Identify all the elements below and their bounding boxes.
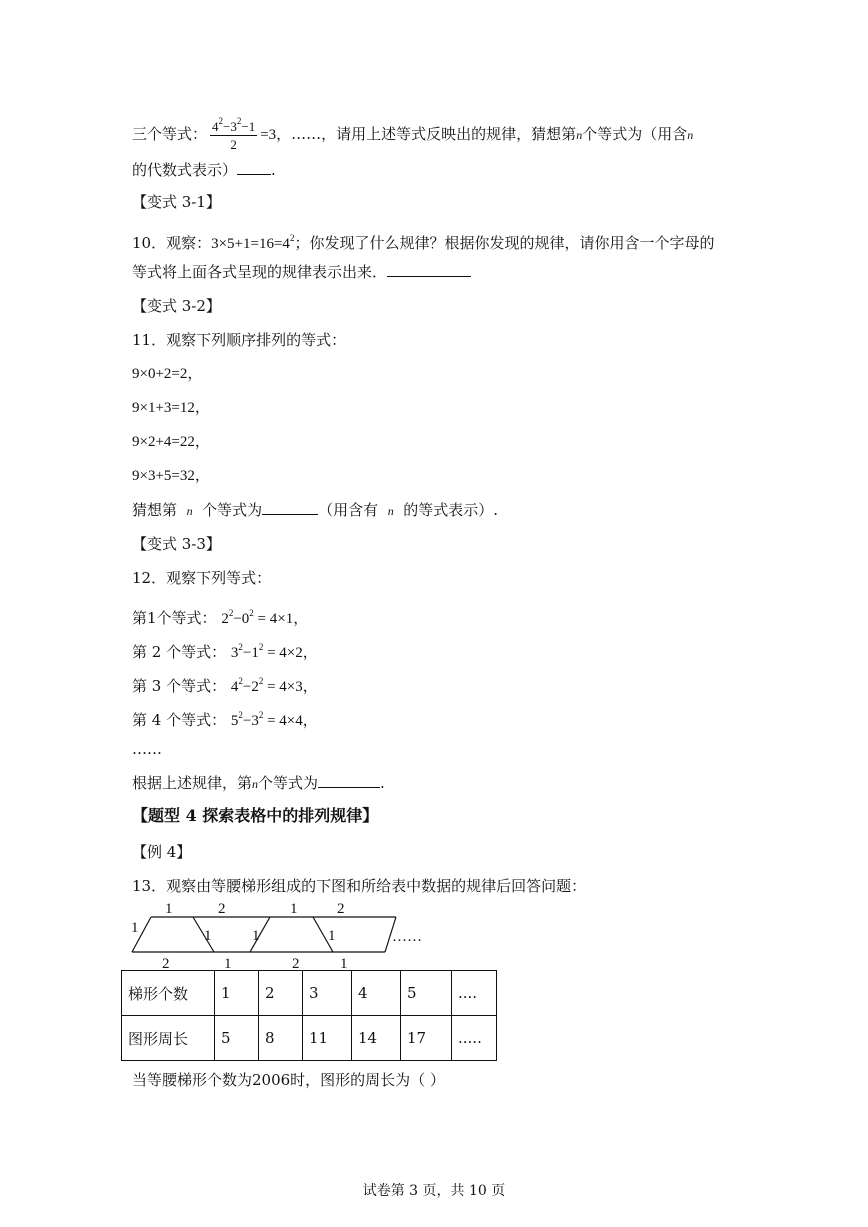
table-cell: .....: [452, 1016, 497, 1061]
variant-3-3-heading: 【变式 3-3】: [132, 535, 221, 553]
guess-d: 的等式表示）.: [403, 501, 499, 519]
frac-den: 2: [230, 137, 237, 152]
row-label: 第1个等式：: [132, 609, 217, 627]
q10-prefix: 10．观察：: [132, 234, 212, 252]
table-header-cell: 图形周长: [122, 1016, 215, 1061]
q9-prefix: 三个等式：: [132, 125, 208, 143]
sup: 2: [258, 676, 264, 686]
fig-top-label: 1: [290, 901, 298, 917]
row-label: 第 3 个等式：: [132, 677, 227, 695]
frac-num-base: 4: [212, 119, 219, 134]
sup: 2: [258, 710, 264, 720]
var-n: n: [387, 504, 394, 518]
fig-side-label: 1: [204, 928, 212, 944]
frac-num-rest: −3: [223, 119, 237, 134]
sup: 2: [218, 116, 224, 126]
base-b: −0: [233, 611, 250, 627]
base-a: 5: [230, 713, 239, 729]
sup: 2: [238, 642, 243, 652]
table-row: [122, 1016, 497, 1061]
page-footer: 试卷第 3 页，共 10 页: [362, 1183, 506, 1199]
q9-suffix2: 个等式为（用含: [582, 125, 688, 143]
fig-bottom-label: 1: [340, 956, 348, 972]
var-n: n: [687, 128, 694, 142]
guess-c: （用含有: [318, 501, 379, 519]
section-4-heading: 【题型 4 探索表格中的排列规律】: [132, 806, 379, 825]
variant-3-1-heading: 【变式 3-1】: [132, 193, 221, 211]
sup: 2: [289, 233, 295, 243]
period: .: [271, 161, 276, 179]
q11-eq-3: 9×2+4=22，: [132, 434, 210, 450]
table-cell: 8: [259, 1016, 303, 1061]
table-cell: 5: [401, 971, 452, 1016]
q13-title: 13．观察由等腰梯形组成的下图和所给表中数据的规律后回答问题：: [132, 877, 587, 895]
q12-ellipsis: ……: [132, 740, 162, 758]
q10-line2-text: 等式将上面各式呈现的规律表示出来．: [132, 263, 388, 281]
q9-suffix: ，……，请用上述等式反映出的规律，猜想第: [276, 125, 577, 143]
table-cell: 17: [401, 1016, 452, 1061]
base-b: −1: [242, 645, 259, 661]
fig-ellipsis: ……: [392, 929, 422, 945]
table-cell: 11: [303, 1016, 352, 1061]
rhs: = 4×1，: [253, 611, 309, 627]
var-n: n: [252, 777, 259, 791]
fig-side-label: 1: [328, 928, 336, 944]
fig-bottom-label: 2: [162, 956, 170, 972]
guess-a: 猜想第: [132, 501, 178, 519]
q9-eq: =3: [260, 127, 277, 143]
q10-expr: 3×5+1=16=4: [211, 236, 290, 252]
base-a: 2: [221, 611, 229, 627]
table-header-cell: 梯形个数: [122, 971, 215, 1016]
table-cell: ....: [452, 971, 497, 1016]
table-cell: 3: [303, 971, 352, 1016]
fig-bottom-label: 1: [224, 956, 232, 972]
guess-b: 个等式为: [202, 501, 263, 519]
rhs: = 4×3，: [263, 679, 318, 695]
variant-3-2-heading: 【变式 3-2】: [132, 297, 221, 315]
base-b: −2: [242, 679, 259, 695]
table-row: [122, 971, 497, 1016]
fig-top-label: 1: [165, 901, 173, 917]
base-a: 4: [230, 679, 239, 695]
row-label: 第 2 个等式：: [132, 643, 227, 661]
fig-side-label: 1: [131, 920, 139, 936]
base-b: −3: [242, 713, 259, 729]
fig-top-label: 2: [337, 901, 345, 917]
q10-suffix: ；你发现了什么规律？根据你发现的规律，请你用含一个字母的: [294, 234, 715, 252]
q12-title: 12．观察下列等式：: [132, 569, 272, 587]
sup: 2: [236, 116, 242, 126]
sup: 2: [249, 608, 254, 618]
fig-side-label: 1: [252, 928, 260, 944]
trapezoid-table: [121, 970, 497, 1061]
period: .: [380, 774, 385, 792]
table-cell: 1: [215, 971, 259, 1016]
fig-bottom-label: 2: [292, 956, 300, 972]
q11-eq-2: 9×1+3=12，: [132, 400, 210, 416]
q13-question: 当等腰梯形个数为2006时，图形的周长为（ ）: [132, 1071, 445, 1089]
q11-eq-1: 9×0+2=2，: [132, 366, 203, 382]
rhs: = 4×4，: [263, 713, 318, 729]
conclusion-a: 根据上述规律，第: [132, 774, 253, 792]
var-n: n: [576, 128, 583, 142]
q11-eq-4: 9×3+5=32，: [132, 468, 210, 484]
fig-top-label: 2: [218, 901, 226, 917]
row-label: 第 4 个等式：: [132, 711, 227, 729]
q9-line2-text: 的代数式表示）: [132, 161, 238, 179]
var-n: n: [186, 504, 193, 518]
example-4-heading: 【例 4】: [132, 843, 192, 861]
table-cell: 5: [215, 1016, 259, 1061]
sup: 2: [238, 676, 243, 686]
q11-title: 11．观察下列顺序排列的等式：: [132, 331, 347, 349]
sup: 2: [238, 710, 243, 720]
rhs: = 4×2，: [263, 645, 318, 661]
sup: 2: [228, 608, 234, 618]
table-cell: 14: [352, 1016, 401, 1061]
table-cell: 2: [259, 971, 303, 1016]
table-cell: 4: [352, 971, 401, 1016]
base-a: 3: [230, 645, 239, 661]
frac-num-end: −1: [241, 119, 256, 134]
conclusion-b: 个等式为: [258, 774, 319, 792]
sup: 2: [258, 642, 264, 652]
